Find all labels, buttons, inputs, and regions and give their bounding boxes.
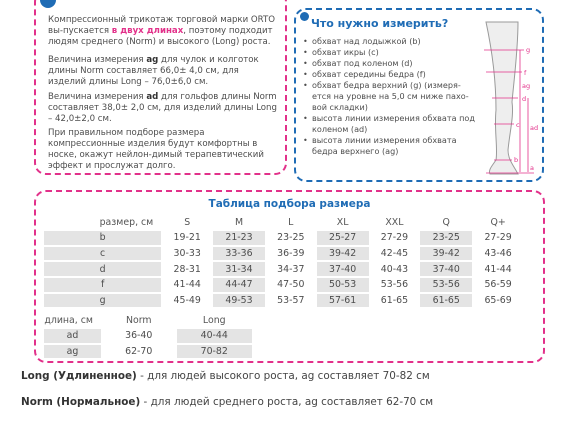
figure-label: a (530, 164, 534, 172)
table-cell: 42-45 (369, 246, 421, 262)
table-cell: 44-47 (213, 277, 265, 293)
info-key: ad (146, 92, 159, 102)
table-cell: 39-42 (420, 246, 472, 262)
table-cell: 25-27 (317, 230, 369, 246)
length-header-label: длина, см (44, 314, 93, 326)
table-cell: 27-29 (369, 230, 421, 246)
table-cell: 21-23 (213, 230, 265, 246)
table-cell: 30-33 (161, 246, 213, 262)
row-label: c (44, 246, 161, 262)
table-cell: 53-56 (369, 277, 421, 293)
table-cell: 37-40 (420, 261, 472, 277)
info-highlight: в двух длинах (111, 26, 184, 36)
figure-label: d (522, 95, 527, 103)
table-cell: 28-31 (161, 261, 213, 277)
table-cell: 39-42 (317, 246, 369, 262)
info-paragraph-3 (48, 92, 278, 125)
footer-long-text: - для людей высокого роста, ag составляет 70-82 см (136, 370, 430, 382)
measure-item: • обхват под коленом (d) (303, 58, 478, 69)
row-label: d (44, 261, 161, 277)
corner-dot-icon (300, 12, 309, 21)
measure-item: • высота линии измерения обхвата под коленом (ad) (303, 113, 478, 135)
size-table (44, 215, 524, 307)
measure-item: • обхват над лодыжкой (b) (303, 36, 478, 47)
row-label: ag (44, 344, 101, 359)
info-text: Величина измерения (48, 55, 147, 65)
table-cell: 70-82 (177, 344, 253, 359)
table-cell: 23-25 (420, 230, 472, 246)
table-cell: 65-69 (472, 293, 524, 308)
length-table-header (44, 313, 252, 328)
table-row (44, 293, 524, 308)
size-header-label: размер, см (99, 216, 154, 228)
info-paragraph-2 (48, 55, 278, 88)
info-text: , поэтому подходит людям среднего (Norm) и высокого (Long) роста. (48, 26, 273, 47)
size-table-title: Таблица подбора размера (208, 198, 371, 210)
footer-norm-text: - для людей среднего роста, ag составляет 62-70 см (140, 396, 434, 408)
table-cell: 47-50 (265, 277, 317, 293)
size-header-cell: Q+ (490, 216, 506, 228)
size-header-cell: L (288, 216, 294, 228)
table-cell: 61-65 (369, 293, 421, 308)
table-cell: 45-49 (161, 293, 213, 308)
table-row (44, 246, 524, 262)
footer-norm (21, 396, 433, 408)
info-paragraph-1 (48, 15, 278, 48)
length-table (44, 313, 252, 358)
measure-item: • высота линии измерения обхвата бедра верхнего (ag) (303, 135, 478, 157)
table-row (44, 261, 524, 277)
size-header-cell: S (184, 216, 191, 228)
table-cell: 62-70 (101, 344, 177, 359)
table-cell: 57-61 (317, 293, 369, 308)
table-cell: 49-53 (213, 293, 265, 308)
table-cell: 53-56 (420, 277, 472, 293)
size-table-header (44, 215, 524, 230)
table-row (44, 344, 252, 359)
length-header-cell: Norm (125, 314, 152, 326)
info-text: Компрессионный трикотаж торговой марки ORTO вы-пускается (48, 15, 276, 36)
size-header-cell: XXL (385, 216, 404, 228)
info-paragraph-4: При правильном подборе размера компрессионные изделия будут комфортны в носке, окажут нейлон-димый терапевтический эффект и прослужат долго. (48, 128, 264, 171)
row-label: f (44, 277, 161, 293)
length-header-cell: Long (202, 314, 226, 326)
size-header-cell: XL (336, 216, 349, 228)
table-row (44, 230, 524, 246)
info-key: ag (146, 55, 159, 65)
size-header-cell: Q (442, 216, 450, 228)
measure-title: Что нужно измерить? (311, 17, 449, 30)
figure-label: ad (530, 124, 539, 132)
measure-item: • обхват икры (c) (303, 47, 478, 58)
table-row (44, 328, 252, 344)
table-cell: 41-44 (161, 277, 213, 293)
table-cell: 61-65 (420, 293, 472, 308)
table-cell: 41-44 (472, 261, 524, 277)
table-cell: 53-57 (265, 293, 317, 308)
table-cell: 43-46 (472, 246, 524, 262)
info-text: Величина измерения (48, 92, 147, 102)
figure-label: f (524, 69, 527, 77)
figure-label: b (514, 156, 519, 164)
measure-item: • обхват бедра верхний (g) (измеря-ется на уровне на 5,0 см ниже пахо-вой складки) (303, 80, 478, 113)
table-cell: 36-39 (265, 246, 317, 262)
table-cell: 23-25 (265, 230, 317, 246)
footer-norm-label: Norm (Нормальное) (21, 396, 141, 408)
figure-label: ag (522, 82, 531, 90)
table-cell: 36-40 (101, 328, 177, 344)
table-cell: 40-43 (369, 261, 421, 277)
table-cell: 31-34 (213, 261, 265, 277)
row-label: g (44, 293, 161, 308)
info-text: для чулок и колготок длины Norm составляет 66,0± 4,0 см, для изделий длины Long – 76,0±6,0 см. (48, 55, 259, 87)
table-cell: 50-53 (317, 277, 369, 293)
table-cell: 34-37 (265, 261, 317, 277)
measure-item: • обхват середины бедра (f) (303, 69, 478, 80)
table-cell: 19-21 (161, 230, 213, 246)
table-cell: 37-40 (317, 261, 369, 277)
leg-measure-figure (478, 20, 540, 178)
footer-long (21, 370, 430, 382)
table-row (44, 277, 524, 293)
row-label: b (44, 230, 161, 246)
size-header-cell: M (234, 216, 244, 228)
row-label: ad (44, 328, 101, 344)
table-cell: 27-29 (472, 230, 524, 246)
table-cell: 40-44 (177, 328, 253, 344)
footer-long-label: Long (Удлиненное) (21, 370, 137, 382)
table-cell: 56-59 (472, 277, 524, 293)
figure-label: g (526, 46, 531, 54)
figure-label: c (516, 121, 520, 129)
measure-list (303, 36, 478, 157)
table-cell: 33-36 (213, 246, 265, 262)
info-text: для гольфов длины Norm составляет 38,0± 2,0 см, для изделий длины Long – 42,0±2,0 см. (48, 92, 277, 124)
